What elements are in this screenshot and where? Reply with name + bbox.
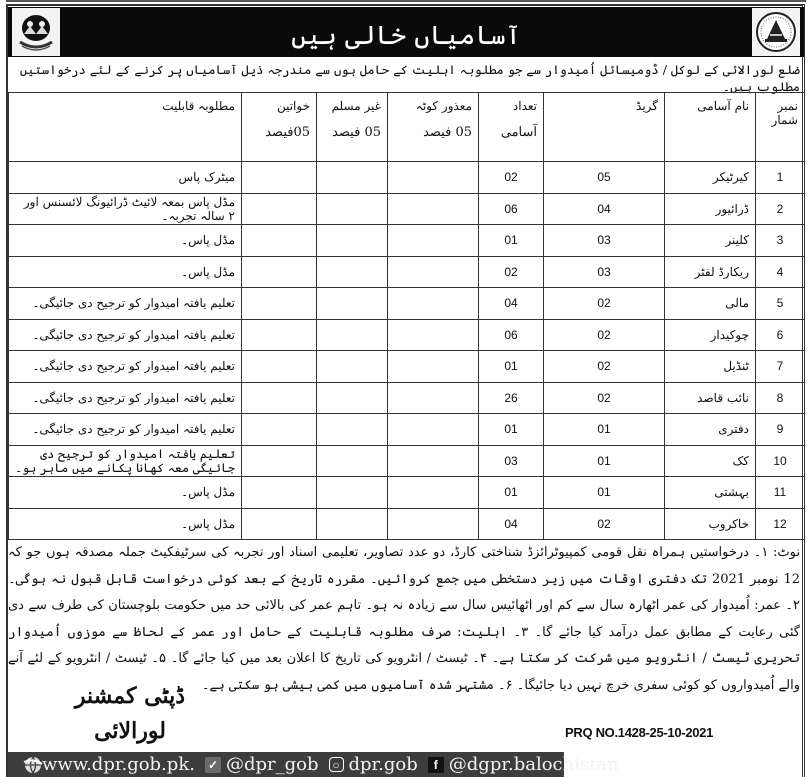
grade-cell: 05 [544,162,665,194]
table-row [9,445,805,477]
disabled-quota-cell [388,256,479,288]
women-quota-cell [242,508,317,540]
count-cell: 02 [479,256,544,288]
header-grade: گریڈ [544,93,665,162]
qualification-cell: تعلیم یافتہ امیدوار کو ترجیح دی جائیگی۔ [9,288,242,320]
serial-cell: 4 [756,256,805,288]
serial-cell: 6 [756,319,805,351]
table-row [9,162,805,194]
district-emblem-icon [752,8,800,56]
serial-cell: 9 [756,414,805,446]
header-banner [8,7,804,57]
grade-cell: 02 [544,351,665,383]
women-quota-cell [242,193,317,225]
ad-title: آسامیاں خالی ہیں [291,21,521,51]
signature-title: ڈپٹی کمشنر [74,683,186,709]
count-cell: 04 [479,288,544,320]
header-disabled-line2: 05 فیصد [423,125,472,140]
non-muslim-quota-cell [317,225,388,257]
serial-cell: 12 [756,508,805,540]
post-name-cell: کلینر [665,225,756,257]
non-muslim-quota-cell [317,445,388,477]
grade-cell: 01 [544,477,665,509]
twitter-handle[interactable]: @dpr_gob [225,754,319,775]
disabled-quota-cell [388,319,479,351]
header-women-line1: خواتین [276,99,310,113]
count-cell: 02 [479,162,544,194]
grade-cell: 01 [544,445,665,477]
website-link[interactable]: www.dpr.gob.pk. [42,754,195,775]
count-cell: 01 [479,225,544,257]
non-muslim-quota-cell [317,256,388,288]
prq-number: PRQ NO.1428-25-10-2021 [565,725,714,740]
post-name-cell: مالی [665,288,756,320]
non-muslim-quota-cell [317,508,388,540]
table-row [9,319,805,351]
header-post-name: نام آسامی [665,93,756,162]
women-quota-cell [242,351,317,383]
post-name-cell: ٹنڈیل [665,351,756,383]
grade-cell: 02 [544,288,665,320]
footer-website[interactable] [42,754,195,775]
footer-bar [8,752,619,777]
header-non-muslim-line2: 05 فیصد [332,125,381,140]
count-cell: 06 [479,193,544,225]
women-quota-cell [242,382,317,414]
table-row [9,382,805,414]
footer-facebook[interactable] [428,754,619,775]
qualification-cell: تعلیم یافتہ امیدوار کو ترجیح دی جائیگی۔ [9,414,242,446]
post-name-cell: ریکارڈ لفٹر [665,256,756,288]
non-muslim-quota-cell [317,288,388,320]
grade-cell: 03 [544,256,665,288]
disabled-quota-cell [388,193,479,225]
table-row [9,414,805,446]
disabled-quota-cell [388,508,479,540]
serial-cell: 2 [756,193,805,225]
qualification-cell: مڈل پاس۔ [9,225,242,257]
qualification-cell: مڈل پاس۔ [9,477,242,509]
grade-cell: 02 [544,508,665,540]
count-cell: 26 [479,382,544,414]
table-row [9,225,805,257]
non-muslim-quota-cell [317,319,388,351]
header-women-quota [242,93,317,162]
qualification-cell: مڈل پاس۔ [9,256,242,288]
non-muslim-quota-cell [317,351,388,383]
qualification-cell: تعلیم یافتہ امیدوار کو ترجیح دی جائیگی۔ [9,382,242,414]
header-count-line1: تعداد [512,99,537,113]
intro-text: ضلع لورالائی کے لوکل / ڈومیسائل اُمیدوار سے جو مطلوبہ اہلیت کے حامل ہوں سے مندرجہ ذیل آسامیاں پر کرنے کے لئے درخواستیں مطلوب ہیں۔ [19,62,800,94]
disabled-quota-cell [388,288,479,320]
post-name-cell: نائب قاصد [665,382,756,414]
qualification-cell: تعلیم یافتہ امیدوار کو ترجیح دی جائیگی۔ [9,351,242,383]
header-disabled-line1: معذور کوٹہ [415,99,472,113]
non-muslim-quota-cell [317,414,388,446]
balochistan-emblem-icon [12,8,60,56]
post-name-cell: خاکروب [665,508,756,540]
count-cell: 01 [479,351,544,383]
post-name-cell: ڈرائیور [665,193,756,225]
disabled-quota-cell [388,162,479,194]
instagram-handle[interactable]: dpr.gob [348,754,418,775]
table-row [9,193,805,225]
qualification-cell: تعلیم یافتہ امیدوار کو ترجیح دی جائیگی۔ [9,319,242,351]
grade-cell: 02 [544,319,665,351]
serial-cell: 5 [756,288,805,320]
header-disabled-quota [388,93,479,162]
header-serial: نمبر شمار [756,93,805,162]
women-quota-cell [242,256,317,288]
qualification-cell: میٹرک پاس [9,162,242,194]
vacancy-table-body [9,162,805,540]
serial-cell: 11 [756,477,805,509]
signature-place: لورالائی [94,718,166,744]
header-count-line2: آسامی [500,125,537,140]
post-name-cell: چوکیدار [665,319,756,351]
vacancy-table [8,92,805,540]
women-quota-cell [242,445,317,477]
disabled-quota-cell [388,382,479,414]
non-muslim-quota-cell [317,477,388,509]
table-row [9,351,805,383]
table-row [9,256,805,288]
header-count [479,93,544,162]
footer-instagram[interactable] [329,754,418,775]
qualification-cell: مڈل پاس۔ [9,508,242,540]
post-name-cell: کیرٹیکر [665,162,756,194]
qualification-cell: تعلیم یافتہ امیدوار کو ترجیح دی جائیگی معہ کھانا پکانے میں ماہر ہو۔ [9,445,242,477]
table-row [9,477,805,509]
count-cell: 04 [479,508,544,540]
table-header-row [9,93,805,162]
non-muslim-quota-cell [317,382,388,414]
disabled-quota-cell [388,351,479,383]
grade-cell: 03 [544,225,665,257]
post-name-cell: کک [665,445,756,477]
globe-icon [22,755,44,775]
disabled-quota-cell [388,414,479,446]
serial-cell: 7 [756,351,805,383]
non-muslim-quota-cell [317,162,388,194]
serial-cell: 10 [756,445,805,477]
count-cell: 01 [479,414,544,446]
serial-cell: 1 [756,162,805,194]
notes-paragraph: نوٹ: ۱۔ درخواستیں ہمراہ نقل قومی کمپیوٹرائزڈ شناختی کارڈ، دو عدد تصاویر، تعلیمی اسناد اور تجربہ کی سرٹیفکیٹ جملہ مصدقہ ہوں جو کہ 12 نومبر 2021 تک دفتری اوقات میں زیر دستخطی میں جمع کروائیں۔ مقررہ تاریخ کے بعد کوئی درخواست قابل قبول نہ ہوگی۔ ۲۔ عمر: اُمیدوار کی عمر اٹھارہ سال سے کم اور اٹھائیس سال سے زیادہ نہ ہو۔ تاہم عمر کی بالائی حد میں حکومت بلوچستان کی طرف سے دی گئی رعایت کے مطابق عمل درآمد کیا جائے گا۔ ۳۔ اہلیت: صرف مطلوبہ قابلیت کے حامل اور عمر کے لحاظ سے موزوں اُمیدوار تحریری ٹیسٹ / انٹرویو میں شرکت کر سکتا ہے۔ ۴۔ ٹیسٹ / انٹرویو کی تاریخ کا اعلان بعد میں کیا جائے گا۔ ۵۔ ٹیسٹ / انٹرویو کے لئے آنے والے اُمیدواروں کو کوئی سفری خرچ نہیں دیا جائیگا۔ ۶۔ مشتہر شدہ آسامیوں میں کمی بیشی ہو سکتی ہے۔ [8,545,800,693]
disabled-quota-cell [388,477,479,509]
grade-cell: 04 [544,193,665,225]
grade-cell: 02 [544,382,665,414]
non-muslim-quota-cell [317,193,388,225]
serial-cell: 3 [756,225,805,257]
twitter-icon: ✓ [205,757,221,773]
women-quota-cell [242,414,317,446]
women-quota-cell [242,225,317,257]
count-cell: 06 [479,319,544,351]
count-cell: 01 [479,477,544,509]
table-row [9,508,805,540]
qualification-cell: مڈل پاس بمعہ لائیٹ ڈرائیونگ لائسنس اور ۲ سالہ تجربہ۔ [9,193,242,225]
count-cell: 03 [479,445,544,477]
disabled-quota-cell [388,225,479,257]
grade-cell: 01 [544,414,665,446]
header-non-muslim-line1: غیر مسلم [331,99,381,113]
header-qualification: مطلوبہ قابلیت [9,93,242,162]
table-row [9,288,805,320]
serial-cell: 8 [756,382,805,414]
footer-twitter[interactable] [205,754,319,775]
facebook-icon: f [428,757,444,773]
header-non-muslim-quota [317,93,388,162]
header-women-line2: 05فیصد [265,125,310,140]
instagram-icon: ○ [329,757,344,772]
facebook-handle[interactable]: @dgpr.balochistan [448,754,619,775]
women-quota-cell [242,477,317,509]
disabled-quota-cell [388,445,479,477]
women-quota-cell [242,162,317,194]
women-quota-cell [242,319,317,351]
women-quota-cell [242,288,317,320]
post-name-cell: بہشتی [665,477,756,509]
post-name-cell: دفتری [665,414,756,446]
